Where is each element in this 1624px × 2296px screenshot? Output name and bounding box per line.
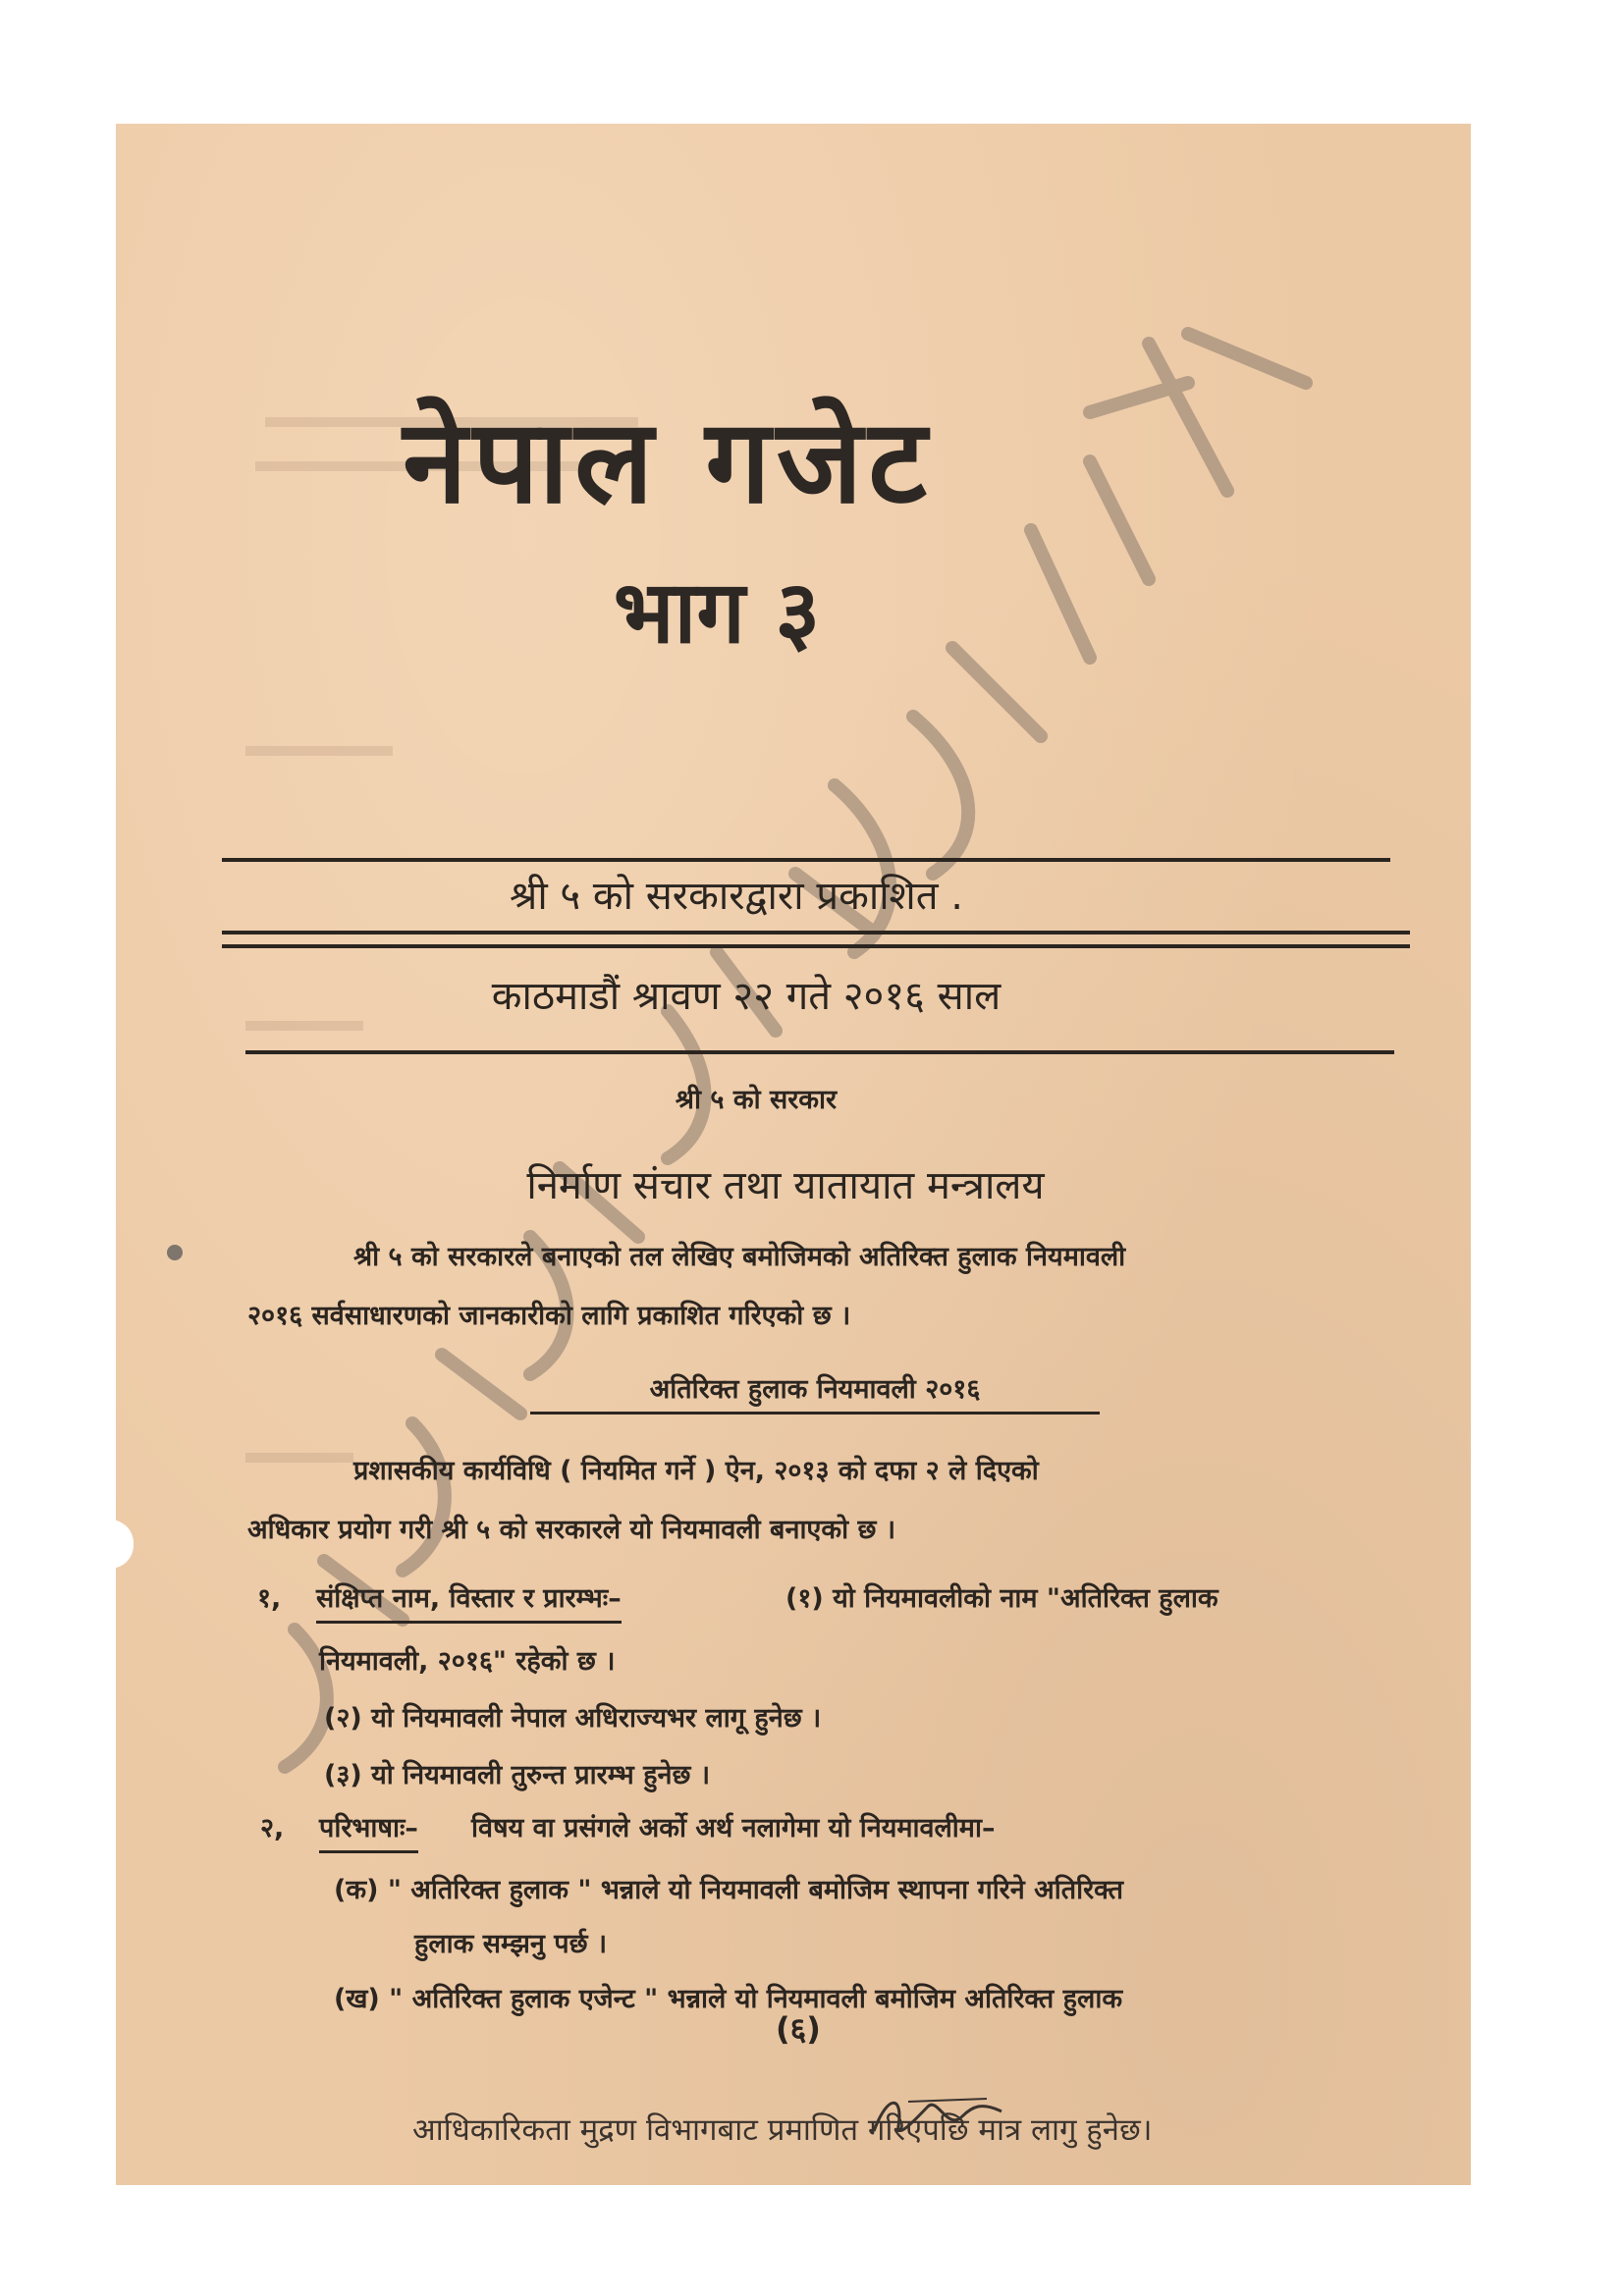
rule-1-heading: संक्षिप्त नाम, विस्तार र प्रारम्भः– xyxy=(316,1578,622,1624)
handwritten-signature xyxy=(869,2087,1006,2146)
rule-1-text: (१) यो नियमावलीको नाम "अतिरिक्त हुलाक xyxy=(785,1583,1218,1614)
gazette-part: भाग ३ xyxy=(613,561,821,663)
rule-1-clause-2: (२) यो नियमावली नेपाल अधिराज्यभर लागू हुनेछ । xyxy=(324,1703,822,1734)
rule-2-clause-ka: (क) " अतिरिक्त हुलाक " भन्नाले यो नियमावली बमोजिम स्थापना गरिने अतिरिक्त xyxy=(334,1875,1124,1905)
preamble-line-2: अधिकार प्रयोग गरी श्री ५ को सरकारले यो नियमावली बनाएको छ । xyxy=(247,1515,896,1545)
rules-heading: अतिरिक्त हुलाक नियमावली २०१६ xyxy=(530,1369,1100,1415)
footer-text-middle: प्रमाणित xyxy=(767,2112,859,2148)
masthead-rule-double-1 xyxy=(222,931,1410,934)
preamble-line-1: प्रशासकीय कार्यविधि ( नियमित गर्ने ) ऐन, २०१३ को दफा २ ले दिएको xyxy=(353,1456,1039,1486)
rule-2-heading: परिभाषाः– xyxy=(319,1808,418,1853)
footer-text-before: आधिकारिकता मुद्रण विभागबाट xyxy=(412,2112,758,2148)
page-number: (६) xyxy=(776,2010,821,2048)
rule-2-text: विषय वा प्रसंगले अर्को अर्थ नलागेमा यो नियमावलीमा– xyxy=(471,1813,996,1843)
rule-1-clause-3: (३) यो नियमावली तुरुन्त प्रारम्भ हुनेछ । xyxy=(324,1760,711,1790)
ministry-heading: निर्माण संचार तथा यातायात मन्त्रालय xyxy=(526,1163,1045,1208)
diagonal-watermark-stamp xyxy=(206,324,1443,1796)
signature-stroke xyxy=(908,2099,987,2102)
watermark-stroke xyxy=(913,648,1041,874)
intro-line-2: २०१६ सर्वसाधारणको जानकारीको लागि प्रकाशित गरिएको छ । xyxy=(247,1301,851,1331)
government-heading: श्री ५ को सरकार xyxy=(675,1085,838,1115)
publisher-line: श्री ५ को सरकारद्वारा प्रकाशित . xyxy=(510,874,963,919)
rule-2-clause-kha: (ख) " अतिरिक्त हुलाक एजेन्ट " भन्नाले यो नियमावली बमोजिम अतिरिक्त हुलाक xyxy=(334,1984,1123,2014)
watermark-stroke xyxy=(1031,344,1227,658)
rule-2-number: २, xyxy=(260,1813,285,1843)
rule-1-number: १, xyxy=(257,1583,282,1614)
masthead-rule-double-2 xyxy=(222,944,1410,948)
gazette-title: नेपाल गजेट xyxy=(403,394,933,529)
signature-stroke xyxy=(874,2103,1001,2131)
rule-2-clause-ka-continuation: हुलाक सम्झनु पर्छ । xyxy=(414,1929,608,1959)
masthead-rule-bottom xyxy=(245,1050,1394,1054)
masthead-rule-top xyxy=(222,858,1390,862)
dateline: काठमाडौं श्रावण २२ गते २०१६ साल xyxy=(491,974,1001,1019)
watermark-stroke xyxy=(1188,334,1306,383)
ink-spot xyxy=(167,1245,183,1260)
rule-1-continuation: नियमावली, २०१६" रहेको छ । xyxy=(319,1646,616,1677)
footer-text-after: गरिएपछि मात्र लागु हुनेछ। xyxy=(867,2112,1153,2148)
intro-line-1: श्री ५ को सरकारले बनाएको तल लेखिए बमोजिमको अतिरिक्त हुलाक नियमावली xyxy=(353,1242,1126,1272)
